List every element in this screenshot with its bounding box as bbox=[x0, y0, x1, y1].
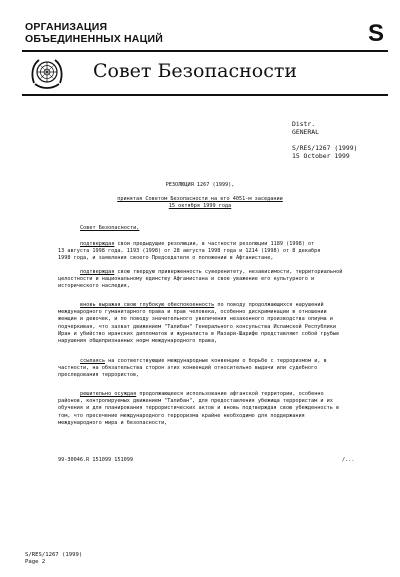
intro-text: Совет Безопасности, bbox=[80, 225, 140, 231]
para-line: частности, на обязательства сторон этих конвенций относительно выдачи или судебного bbox=[58, 365, 318, 372]
adoption-text: принятая Советом Безопасности на его 4051-м заседании bbox=[117, 196, 283, 202]
para-line: подчеркивая, что захват движением "Талибан" Генерального консульства Исламской Республики bbox=[58, 323, 336, 330]
distr-label: Distr. bbox=[292, 120, 316, 128]
para-line: международного гуманитарного права и прав человека, особенно дискриминации в отношении bbox=[58, 309, 327, 316]
job-number: 99-30046.R 151099 151099 bbox=[58, 457, 133, 463]
para-text: свою твердую приверженность суверенитету, независимости, территориальной bbox=[114, 269, 343, 275]
paragraph-2 bbox=[58, 269, 363, 291]
un-emblem-icon bbox=[30, 57, 64, 89]
paragraph-5 bbox=[58, 391, 363, 427]
organization-name bbox=[25, 21, 215, 45]
para-lead: подтверждая bbox=[80, 241, 115, 247]
para-line: обучения и для планирования террористических актов и вновь подтверждая свою убежденность в bbox=[58, 405, 340, 412]
org-line-1: ОРГАНИЗАЦИЯ bbox=[25, 21, 108, 33]
para-lead: подтверждая bbox=[80, 269, 115, 275]
adoption-date bbox=[0, 203, 400, 210]
para-text: свои предыдущие резолюции, в частности резолюции 1189 (1998) от bbox=[114, 241, 315, 247]
para-lead: ссылаясь bbox=[80, 358, 105, 364]
adoption-date-text: 15 октября 1999 года bbox=[168, 203, 232, 209]
paragraph-3 bbox=[58, 302, 363, 345]
para-lead: вновь выражая свою глубокую обеспокоенность bbox=[80, 302, 215, 308]
document-symbol: S/RES/1267 (1999) bbox=[292, 144, 358, 152]
para-line: 1998 года, и заявления своего Председателя о положении в Афганистане, bbox=[58, 255, 274, 262]
para-line: исторического наследия, bbox=[58, 283, 130, 290]
para-line: целостности и национальному единству Афганистана и свое уважение его культурного и bbox=[58, 276, 315, 283]
para-line: районов, контролируемых движением "Талибан", для предоставления убежища террористам и их bbox=[58, 398, 333, 405]
council-name: Совет Безопасности bbox=[93, 60, 298, 82]
org-line-2: ОБЪЕДИНЕННЫХ НАЦИЙ bbox=[25, 33, 163, 45]
distribution-label: GENERAL bbox=[292, 128, 319, 136]
para-text: по поводу продолжающихся нарушений bbox=[214, 302, 324, 308]
series-symbol: S bbox=[368, 20, 385, 47]
para-line: международного мира и безопасности, bbox=[58, 419, 168, 426]
document-date: 15 October 1999 bbox=[292, 152, 350, 160]
para-text: продолжающееся использование афганской территории, особенно bbox=[136, 391, 324, 397]
para-text: на соответствующие международные конвенции о борьбе с терроризмом и, в bbox=[105, 358, 327, 364]
resolution-title: РЕЗОЛЮЦИЯ 1267 (1999), bbox=[165, 182, 235, 188]
para-line bbox=[58, 269, 363, 276]
para-lead: решительно осуждая bbox=[80, 391, 137, 397]
preamble-intro bbox=[58, 225, 363, 232]
para-line: Иран и убийство иранских дипломатов и журналиста в Мазари-Шарифе представляют собой грубые bbox=[58, 330, 340, 337]
continuation-mark: /... bbox=[342, 457, 355, 463]
mid-rule bbox=[22, 94, 388, 96]
paragraph-1 bbox=[58, 241, 363, 263]
para-line: 13 августа 1998 года, 1193 (1998) от 28 августа 1998 года и 1214 (1998) от 8 декабря bbox=[58, 248, 321, 255]
page-2-number: Page 2 bbox=[25, 559, 46, 566]
para-line: том, что пресечение международного терроризма крайне необходимо для поддержания bbox=[58, 412, 305, 419]
top-rule bbox=[22, 50, 388, 52]
paragraph-4 bbox=[58, 358, 363, 380]
para-line: преследования террористов, bbox=[58, 372, 140, 379]
para-line: женщин и девочек, и по поводу значительного увеличения незаконного производства опиума и bbox=[58, 316, 333, 323]
document-info bbox=[292, 120, 357, 160]
page-2-symbol: S/RES/1267 (1999) bbox=[25, 552, 83, 558]
page-2-header bbox=[25, 552, 82, 567]
para-line: нарушения общепризнанных норм международного права, bbox=[58, 338, 218, 345]
